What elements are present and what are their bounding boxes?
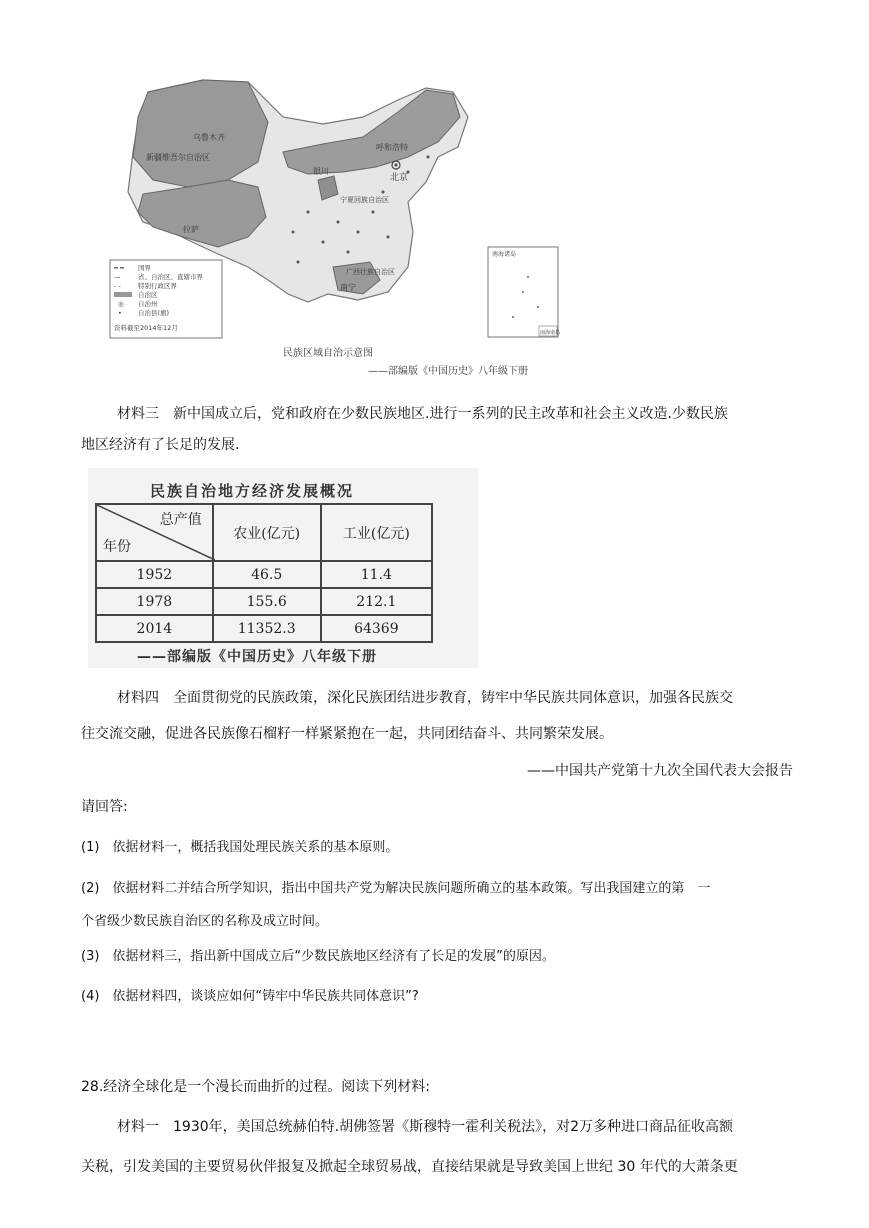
material4-line1: 材料四 全面贯彻党的民族政策，深化民族团结进步教育，铸牢中华民族共同体意识，加强各民族交 <box>117 690 733 706</box>
material3-line1: 材料三 新中国成立后，党和政府在少数民族地区.进行一系列的民主改革和社会主义改造.少数民族 <box>117 406 728 422</box>
svg-text:国界: 国界 <box>138 264 151 272</box>
label-ningxia: 宁夏回族自治区 <box>340 196 389 204</box>
table-row <box>96 615 432 642</box>
label-beijing: 北京 <box>390 173 409 183</box>
question-2-line1: (2) 依据材料二并结合所学知识，指出中国共产党为解决民族问题所确立的基本政策。写出我国建立的第 一 <box>81 881 711 896</box>
label-xinjiang: 新疆维吾尔自治区 <box>146 153 210 162</box>
table-header-row <box>96 504 432 561</box>
material4-line2: 往交流交融，促进各民族像石榴籽一样紧紧抱在一起，共同团结奋斗、共同繁荣发展。 <box>81 726 613 742</box>
svg-text:自治州: 自治州 <box>138 300 158 308</box>
cell-agri: 155.6 <box>213 588 321 615</box>
q28-material1-line1: 材料一 1930年，美国总统赫伯特.胡佛签署《斯穆特一霍利关税法》，对2万多种进口商品征收高额 <box>117 1119 733 1135</box>
cell-ind: 212.1 <box>321 588 432 615</box>
label-nanning: 南宁 <box>340 283 356 292</box>
map-caption: 民族区域自治示意图 <box>283 348 373 359</box>
question-3: (3) 依据材料三，指出新中国成立后“少数民族地区经济有了长足的发展”的原因。 <box>81 949 555 964</box>
svg-text:南海诸岛: 南海诸岛 <box>540 330 561 336</box>
svg-text:南海诸岛: 南海诸岛 <box>492 251 517 258</box>
china-map-image <box>108 62 588 352</box>
economy-table <box>95 503 433 643</box>
svg-text:特别行政区界: 特别行政区界 <box>138 282 177 290</box>
material3-line2: 地区经济有了长足的发展. <box>81 437 240 453</box>
svg-text:━ ━: ━ ━ <box>114 264 124 272</box>
table-corner-cell <box>96 504 213 561</box>
col-header-ind: 工业(亿元) <box>321 504 432 561</box>
col-header-agri: 农业(亿元) <box>213 504 321 561</box>
cell-year: 1978 <box>96 588 213 615</box>
table-row <box>96 588 432 615</box>
cell-agri: 46.5 <box>213 561 321 588</box>
table-title: 民族自治地方经济发展概况 <box>150 482 355 500</box>
question-1: (1) 依据材料一，概括我国处理民族关系的基本原则。 <box>81 840 399 855</box>
cell-year: 2014 <box>96 615 213 642</box>
question-4: (4) 依据材料四，谈谈应如何“铸牢中华民族共同体意识”? <box>81 989 419 1004</box>
label-urumqi: 乌鲁木齐 <box>193 133 225 142</box>
svg-text:—: — <box>114 273 121 281</box>
question-28-title: 28.经济全球化是一个漫长而曲折的过程。阅读下列材料: <box>81 1079 430 1095</box>
cell-ind: 64369 <box>321 615 432 642</box>
label-lasa: 拉萨 <box>183 225 199 234</box>
cell-year: 1952 <box>96 561 213 588</box>
svg-text:自治县(旗): 自治县(旗) <box>138 309 170 317</box>
svg-text:- -: - - <box>114 282 121 290</box>
q28-material1-line2: 关税，引发美国的主要贸易伙伴报复及掀起全球贸易战，直接结果就是导致美国上世纪 30 年代的大萧条更 <box>81 1159 738 1175</box>
label-yinchuan: 银川 <box>313 167 329 176</box>
label-huhehaote: 呼和浩特 <box>376 143 408 152</box>
cell-agri: 11352.3 <box>213 615 321 642</box>
table-row <box>96 561 432 588</box>
svg-text:自治区: 自治区 <box>138 291 158 299</box>
corner-top-label: 总产值 <box>159 512 202 528</box>
autonomous-regions-map <box>108 62 588 352</box>
label-guangxi: 广西壮族自治区 <box>346 268 395 276</box>
material4-source: ——中国共产党第十九次全国代表大会报告 <box>527 763 793 779</box>
cell-ind: 11.4 <box>321 561 432 588</box>
table-source: ——部编版《中国历史》八年级下册 <box>137 649 377 665</box>
svg-text:•: • <box>118 309 122 317</box>
answer-prompt: 请回答: <box>81 799 128 815</box>
map-source: ——部编版《中国历史》八年级下册 <box>368 366 528 377</box>
svg-text:资料截至2014年12月: 资料截至2014年12月 <box>114 324 178 332</box>
question-2-line2: 个省级少数民族自治区的名称及成立时间。 <box>81 914 329 929</box>
corner-bottom-label: 年份 <box>103 539 131 555</box>
svg-text:省、自治区、直辖市界: 省、自治区、直辖市界 <box>138 273 203 281</box>
svg-text:◎: ◎ <box>118 300 124 308</box>
